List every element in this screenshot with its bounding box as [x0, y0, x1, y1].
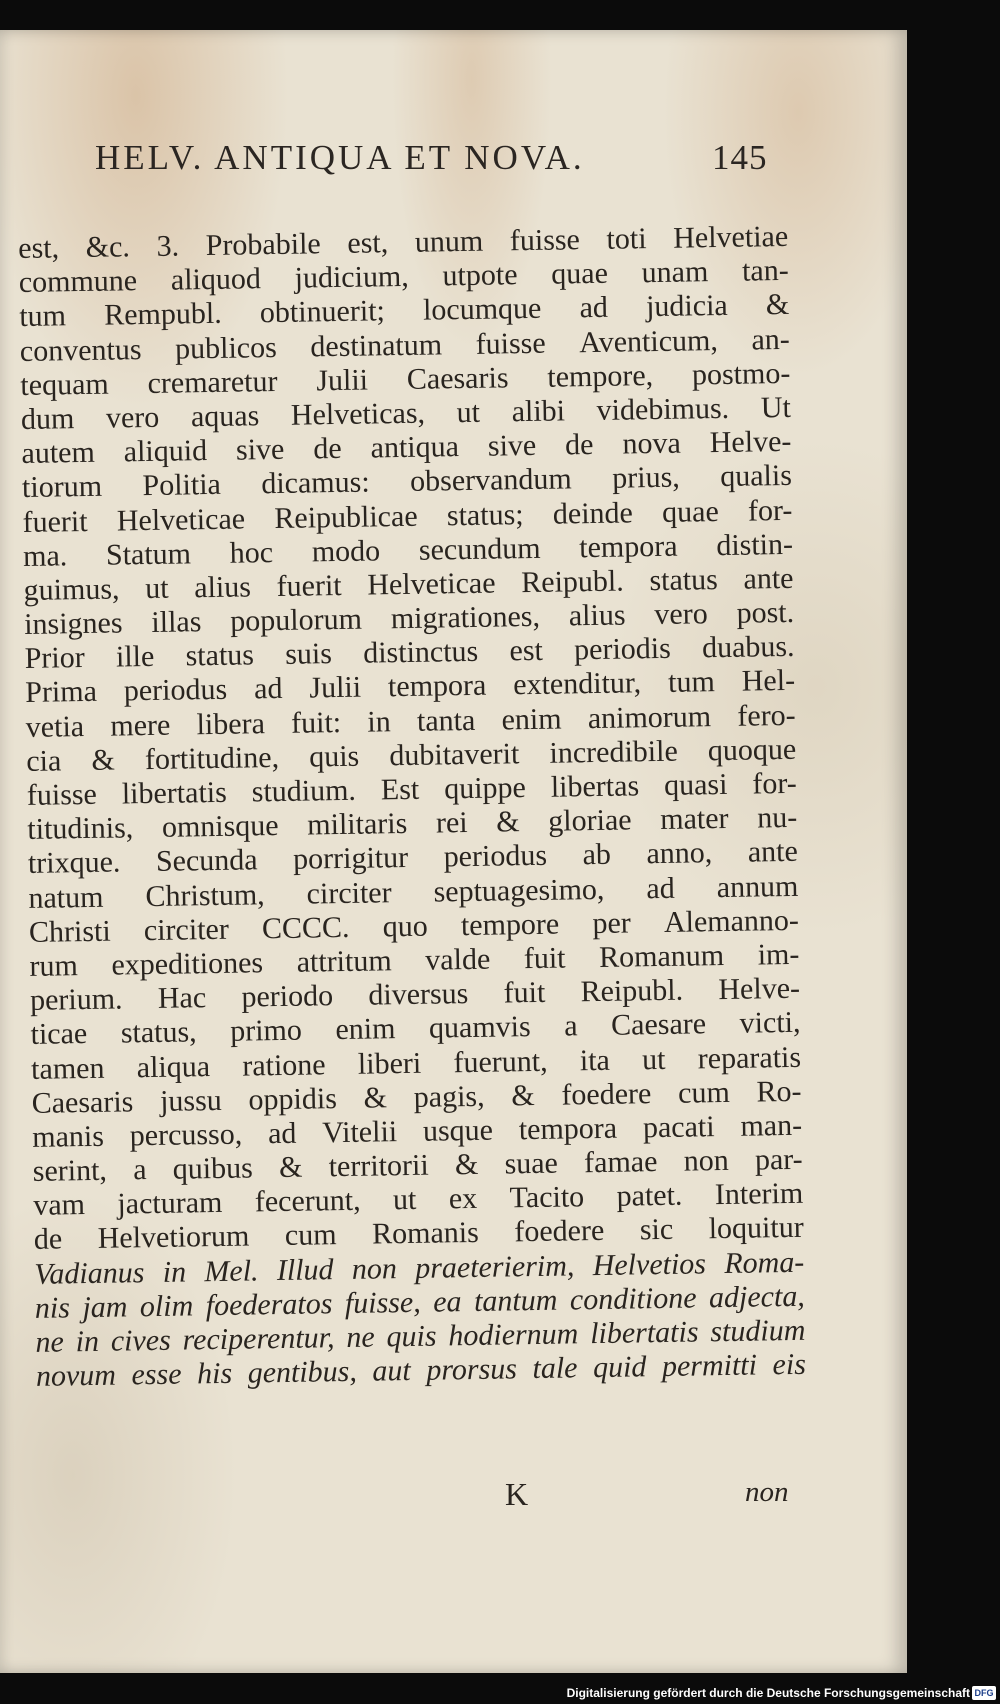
running-title: HELV. ANTIQUA ET NOVA. [95, 138, 585, 177]
text-line: vam jacturam fecerunt, ut ex Tacito patet. Interim [33, 1177, 804, 1223]
text-line: cia & fortitudine, quis dubitaverit incredibile quoque [26, 732, 797, 778]
text-line: rum expeditiones attritum valde fuit Romanum im- [29, 937, 800, 983]
running-head [0, 134, 907, 194]
text-line: Prior ille status suis distinctus est periodis duabus. [24, 630, 795, 676]
text-line: Christi circiter CCCC. quo tempore per Alemanno- [28, 903, 800, 949]
signature-mark: K [505, 1476, 529, 1512]
footer-credit: Digitalisierung gefördert durch die Deutsche Forschungsgemeinschaft [566, 1686, 970, 1700]
text-line: serint, a quibus & territorii & suae famae non par- [32, 1142, 803, 1188]
text-line: titudinis, omnisque militaris rei & gloriae mater nu- [27, 801, 798, 847]
text-line: ma. Statum hoc modo secundum tempora distin- [22, 527, 794, 573]
text-line: autem aliquid sive de antiqua sive de nova Helve- [21, 425, 792, 471]
text-line: manis percusso, ad Vitelii usque tempora pacati man- [31, 1108, 803, 1154]
text-line: trixque. Secunda porrigitur periodus ab anno, ante [27, 835, 799, 881]
text-line: fuerit Helveticae Reipublicae status; deinde quae for- [22, 493, 793, 539]
body-text [18, 220, 806, 1394]
text-line: vetia mere libera fuit: in tanta enim animorum fero- [25, 698, 796, 744]
text-line: Prima periodus ad Julii tempora extenditur, tum Hel- [24, 664, 796, 710]
text-line: dum vero aquas Helveticas, ut alibi videbimus. Ut [20, 390, 792, 436]
footer-bar [0, 1684, 1000, 1704]
text-line: natum Christum, circiter septuagesimo, ad annum [28, 869, 799, 915]
text-line: guimus, ut alius fuerit Helveticae Reipubl. status ante [23, 561, 794, 607]
dfg-logo: DFG [972, 1686, 996, 1700]
text-line: tiorum Politia dicamus: observandum prius, qualis [21, 459, 793, 505]
text-line: insignes illas populorum migrationes, alius vero post. [23, 595, 795, 642]
text-line: de Helvetiorum cum Romanis foedere sic loquitur [33, 1211, 804, 1257]
text-line: perium. Hac periodo diversus fuit Reipubl. Helve- [29, 971, 801, 1018]
text-line: conventus publicos destinatum fuisse Aventicum, an- [19, 322, 791, 368]
text-line: fuisse libertatis studium. Est quippe libertas quasi for- [26, 766, 797, 812]
text-line: ne in cives reciperentur, ne quis hodiernum libertatis studium [35, 1313, 806, 1359]
text-line: novum esse his gentibus, aut prorsus tale quid permitti eis [35, 1347, 807, 1394]
text-line: tamen aliqua ratione liberi fuerunt, ita ut reparatis [30, 1040, 802, 1086]
text-line: commune aliquod judicium, utpote quae unam tan- [18, 254, 789, 300]
page-number: 145 [712, 138, 768, 177]
text-line: tequam cremaretur Julii Caesaris tempore, postmo- [20, 356, 791, 402]
text-line: tum Rempubl. obtinuerit; locumque ad judicia & [19, 288, 790, 334]
book-page [0, 30, 907, 1673]
text-line: Vadianus in Mel. Illud non praeterierim, Helvetios Roma- [34, 1245, 805, 1291]
text-line: nis jam olim foederatos fuisse, ea tantum conditione adjecta, [34, 1279, 806, 1325]
catchword: non [745, 1476, 789, 1508]
text-line: est, &c. 3. Probabile est, unum fuisse toti Helvetiae [18, 219, 789, 265]
text-line: ticae status, primo enim quamvis a Caesare victi, [30, 1006, 801, 1052]
text-line: Caesaris jussu oppidis & pagis, & foedere cum Ro- [31, 1074, 802, 1120]
